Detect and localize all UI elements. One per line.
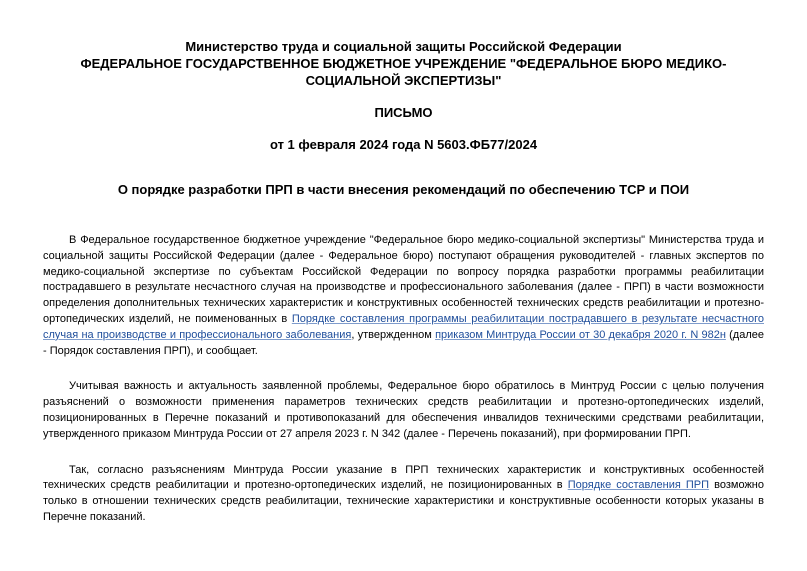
paragraph-1: [43, 233, 764, 359]
document-body: [43, 233, 764, 526]
paragraph-1-text-1: В Федеральное государственное бюджетное учреждение "Федеральное бюро медико-социальной экспертизы" Министерства труда и социальной защиты Российской Федерации (далее - Федеральное бюро) поступают обращения руководителей - главных экспертов по медико-социальной экспертизе по субъектам Российской Федерации по вопросу порядка разработки программы реабилитации пострадавшего в результате несчастного случая на производстве и профессионального заболевания (далее - ПРП) в части возможности определения дополнительных технических характеристик и конструктивных особенностей технических средств реабилитации и протезно-ортопедических изделий, не поименованных в: [43, 234, 764, 325]
paragraph-3: [43, 463, 764, 526]
bureau-name-line-2: СОЦИАЛЬНОЙ ЭКСПЕРТИЗЫ": [305, 73, 502, 88]
ministry-name: Министерство труда и социальной защиты Российской Федерации: [185, 39, 622, 54]
document-type: ПИСЬМО: [374, 105, 433, 120]
paragraph-3-text-2: возможно только в отношении технических средств реабилитации, технические характеристики и конструктивные особенности которых указаны в Перечне показаний.: [43, 479, 765, 523]
link-poryadok-sostavleniya-prp-short[interactable]: Порядке составления ПРП: [567, 479, 710, 492]
document-date-number: от 1 февраля 2024 года N 5603.ФБ77/2024: [269, 137, 538, 152]
paragraph-1-text-3: (далее - Порядок составления ПРП), и сообщает.: [43, 328, 764, 357]
paragraph-1-text-2: , утвержденном: [351, 328, 436, 341]
document-header: [43, 38, 764, 89]
link-poryadok-sostavleniya-prp-full[interactable]: Порядке составления программы реабилитации пострадавшего в результате несчастного случая на производстве и профессионального заболевания: [43, 312, 764, 341]
paragraph-2: Учитывая важность и актуальность заявленной проблемы, Федеральное бюро обратилось в Минтруд России с целью получения разъяснений о возможности применения параметров технических средств реабилитации и протезно-ортопедических изделий, позиционированных в Перечне показаний и противопоказаний для обеспечения инвалидов техническими средствами реабилитации, утвержденного приказом Минтруда России от 27 апреля 2023 г. N 342 (далее - Перечень показаний), при формировании ПРП.: [43, 380, 764, 440]
bureau-name-line-1: ФЕДЕРАЛЬНОЕ ГОСУДАРСТВЕННОЕ БЮДЖЕТНОЕ УЧРЕЖДЕНИЕ "ФЕДЕРАЛЬНОЕ БЮРО МЕДИКО-: [80, 56, 727, 71]
paragraph-3-text-1: Так, согласно разъяснениям Минтруда России указание в ПРП технических характеристик и конструктивных особенностей технических средств реабилитации и протезно-ортопедических изделий, не позиционированных в: [43, 463, 764, 492]
document-title: О порядке разработки ПРП в части внесения рекомендаций по обеспечению ТСР и ПОИ: [117, 182, 690, 197]
link-prikaz-mintruda-982n[interactable]: приказом Минтруда России от 30 декабря 2020 г. N 982н: [435, 328, 726, 341]
